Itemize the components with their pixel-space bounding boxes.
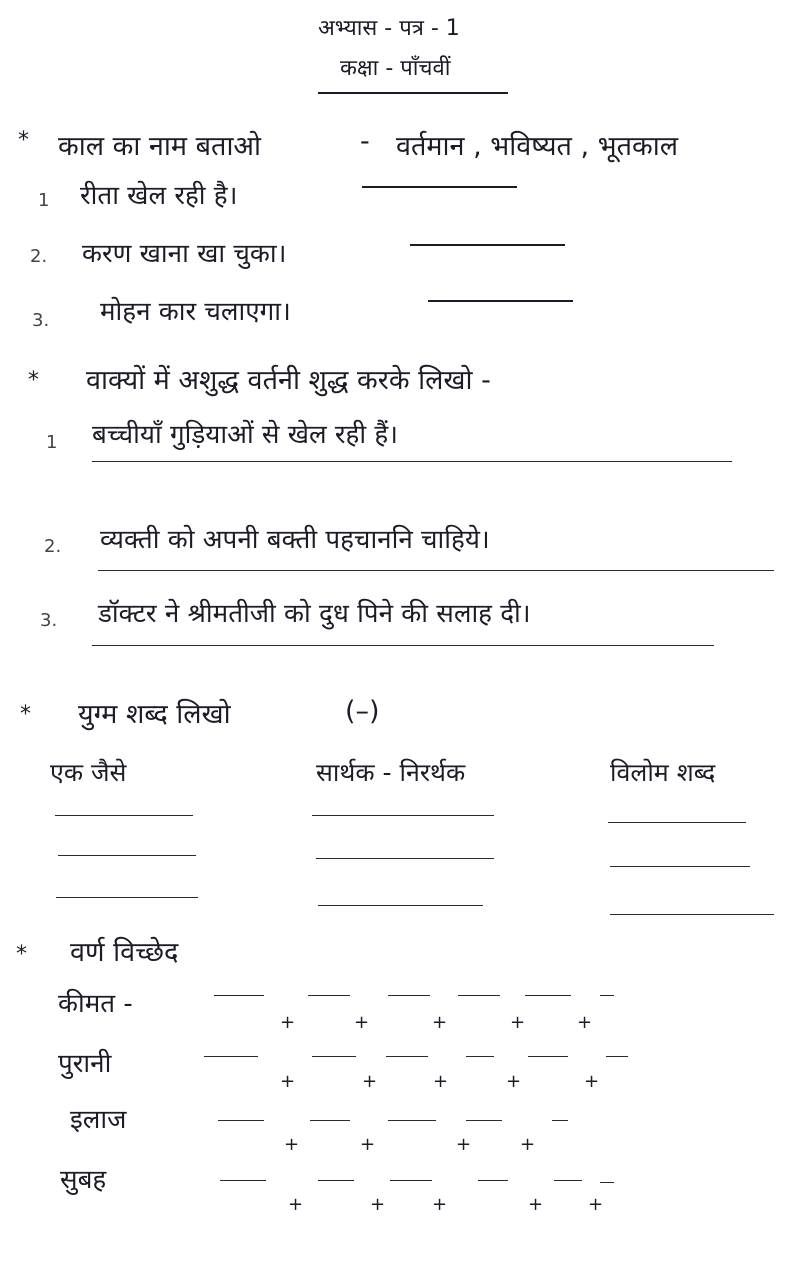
varn-row4-blank-2[interactable] [318,1180,354,1181]
vartani-item-2-text: व्यक्ती को अपनी बक्ती पहचाननि चाहिये। [100,525,490,555]
kaal-item-1-number: 1 [38,190,50,211]
bullet-star-1: * [18,128,29,153]
varn-row3-blank-3[interactable] [388,1120,436,1121]
yugm-col2-line-3[interactable] [318,905,483,906]
varn-row2-plus-1: + [280,1071,296,1092]
yugm-column-3-heading: विलोम शब्द [610,758,716,787]
kaal-item-3-answer-line[interactable] [428,300,573,302]
kaal-item-3-number: 3. [32,310,50,331]
varn-row4-blank-3[interactable] [390,1180,432,1181]
varn-row4-blank-5[interactable] [554,1180,582,1181]
vartani-item-2-answer-line[interactable] [98,570,774,571]
varn-row3-blank-5[interactable] [552,1120,568,1121]
varn-row1-plus-2: + [354,1012,370,1033]
kaal-item-2-number: 2. [30,246,48,267]
varn-row3-plus-4: + [520,1134,536,1155]
yugm-column-1-heading: एक जैसे [50,758,127,787]
vartani-item-2-number: 2. [44,536,62,557]
yugm-col3-line-3[interactable] [610,914,774,915]
header-underline [318,92,508,94]
yugm-col3-line-2[interactable] [610,866,750,867]
varn-prompt: वर्ण विच्छेद [70,937,179,968]
kaal-item-1-answer-line[interactable] [362,186,517,188]
vartani-item-1-text: बच्चीयाँ गुड़ियाओं से खेल रही हैं। [92,420,399,450]
varn-row3-plus-3: + [456,1134,472,1155]
varn-row3-blank-2[interactable] [310,1120,350,1121]
varn-row2-blank-2[interactable] [312,1056,356,1057]
kaal-options: वर्तमान , भविष्यत , भूतकाल [396,131,679,162]
bullet-star-3: * [20,702,31,727]
varn-row4-plus-4: + [528,1194,544,1215]
yugm-col2-line-2[interactable] [316,858,494,859]
varn-word-4: सुबह [60,1165,107,1195]
bullet-star-4: * [16,942,27,967]
varn-row2-plus-4: + [506,1071,522,1092]
varn-word-3: इलाज [70,1105,127,1135]
class-label: कक्षा - पाँचवीं [340,56,451,81]
varn-row2-blank-1[interactable] [204,1056,258,1057]
kaal-separator: - [360,126,370,157]
bullet-star-2: * [28,368,39,393]
varn-row1-blank-2[interactable] [308,995,350,996]
varn-row1-blank-5[interactable] [525,995,571,996]
varn-row3-blank-1[interactable] [218,1120,264,1121]
yugm-col3-line-1[interactable] [608,822,746,823]
yugm-column-2-heading: सार्थक - निरर्थक [316,758,466,787]
varn-row1-blank-3[interactable] [388,995,430,996]
varn-row2-blank-4[interactable] [466,1056,494,1057]
varn-row2-plus-2: + [362,1071,378,1092]
vartani-item-1-number: 1 [46,432,58,453]
yugm-suffix: (–) [345,696,380,727]
varn-word-1: कीमत - [58,989,133,1019]
varn-row1-blank-6[interactable] [600,995,614,996]
varn-row1-plus-3: + [432,1012,448,1033]
yugm-col1-line-1[interactable] [55,815,193,816]
varn-row4-blank-4[interactable] [478,1180,508,1181]
varn-row4-blank-1[interactable] [220,1180,266,1181]
worksheet-title: अभ्यास - पत्र - 1 [318,16,460,41]
varn-row1-plus-5: + [577,1012,593,1033]
varn-row2-plus-3: + [433,1071,449,1092]
varn-row4-plus-2: + [370,1194,386,1215]
varn-row1-plus-4: + [510,1012,526,1033]
varn-row2-blank-6[interactable] [606,1056,628,1057]
varn-row4-blank-6[interactable] [600,1182,614,1183]
kaal-prompt: काल का नाम बताओ [58,131,262,162]
varn-row1-blank-1[interactable] [214,995,264,996]
varn-row3-plus-1: + [284,1134,300,1155]
vartani-prompt: वाक्यों में अशुद्ध वर्तनी शुद्ध करके लिखो - [86,365,491,396]
yugm-prompt: युग्म शब्द लिखो [78,699,231,730]
vartani-item-1-answer-line[interactable] [92,461,732,462]
varn-row3-blank-4[interactable] [466,1120,502,1121]
varn-row2-blank-5[interactable] [528,1056,568,1057]
varn-row4-plus-1: + [288,1194,304,1215]
varn-row2-plus-5: + [584,1071,600,1092]
kaal-item-3-text: मोहन कार चलाएगा। [100,297,291,327]
yugm-col1-line-2[interactable] [58,855,196,856]
varn-row1-plus-1: + [280,1012,296,1033]
varn-row3-plus-2: + [360,1134,376,1155]
kaal-item-2-answer-line[interactable] [410,244,565,246]
varn-row4-plus-5: + [588,1194,604,1215]
kaal-item-1-text: रीता खेल रही है। [80,181,238,211]
vartani-item-3-answer-line[interactable] [92,645,714,646]
varn-row4-plus-3: + [432,1194,448,1215]
varn-word-2: पुरानी [58,1049,112,1079]
varn-row1-blank-4[interactable] [458,995,500,996]
vartani-item-3-text: डॉक्टर ने श्रीमतीजी को दुध पिने की सलाह दी। [98,599,531,629]
yugm-col2-line-1[interactable] [312,815,494,816]
vartani-item-3-number: 3. [40,610,58,631]
varn-row2-blank-3[interactable] [386,1056,428,1057]
yugm-col1-line-3[interactable] [56,897,198,898]
kaal-item-2-text: करण खाना खा चुका। [82,239,287,269]
